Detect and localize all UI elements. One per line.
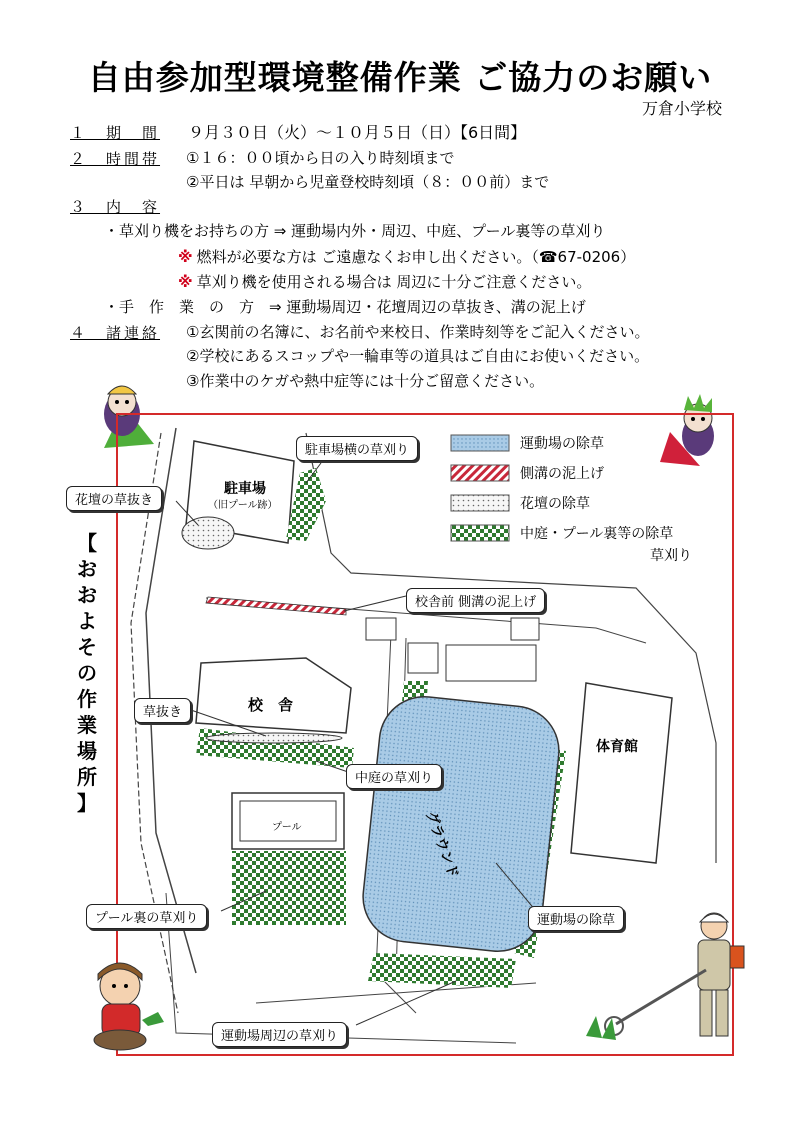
contact-line-2: ②学校にあるスコップや一輪車等の道具はご自由にお使いください。 xyxy=(186,347,650,365)
callout-flowerbed: 花壇の草抜き xyxy=(66,486,162,511)
content-note-1 xyxy=(178,246,635,267)
callout-weeding: 草抜き xyxy=(134,698,191,723)
contact-line-3: ③作業中のケガや熱中症等には十分ご留意ください。 xyxy=(186,372,545,390)
callout-ground-weeding: 運動場の除草 xyxy=(528,906,624,931)
worker-brushcutter-icon xyxy=(586,906,756,1056)
content-item-1: ・草刈り機をお持ちの方 ⇒ 運動場内外・周辺、中庭、プール裏等の草刈り xyxy=(104,222,606,240)
note-mark: ※ xyxy=(178,248,193,266)
time-heading: ２ 時間帯 xyxy=(70,150,161,168)
callout-parking-side: 駐車場横の草刈り xyxy=(296,436,418,461)
legend-courtyard: 中庭・プール裏等の除草 xyxy=(520,526,674,542)
page-title: 自由参加型環境整備作業 ご協力のお願い xyxy=(87,58,713,97)
parking-label: 駐車場 xyxy=(224,481,266,497)
school-name: 万倉小学校 xyxy=(641,99,722,118)
work-area-side-label: 【 お お よ そ の 作 業 場 所 】 xyxy=(77,531,97,815)
legend-ditch: 側溝の泥上げ xyxy=(520,466,604,482)
pool-label: プール xyxy=(272,822,302,833)
note-mark: ※ xyxy=(178,273,193,291)
callout-pool-back: プール裏の草刈り xyxy=(86,904,207,929)
time-line-2: ②平日は 早朝から児童登校時刻頃（８：００前）まで xyxy=(186,173,550,191)
contact-heading: ４ 諸連絡 xyxy=(70,324,161,342)
note-1-text: 燃料が必要な方は ご遠慮なくお申し出ください。（☎67-0206） xyxy=(196,248,636,266)
callout-ditch: 校舎前 側溝の泥上げ xyxy=(406,588,545,613)
content-item-2: ・手 作 業 の 方 ⇒ 運動場周辺・花壇周辺の草抜き、溝の泥上げ xyxy=(104,298,586,316)
legend-ground-weeding: 運動場の除草 xyxy=(520,436,604,452)
ground-label: グラウンド xyxy=(422,809,462,881)
child-weeding-icon xyxy=(78,952,178,1056)
legend-flowerbed: 花壇の除草 xyxy=(520,496,590,512)
gym-label: 体育館 xyxy=(596,739,638,755)
note-2-text: 草刈り機を使用される場合は 周辺に十分ご注意ください。 xyxy=(196,273,592,291)
callout-courtyard: 中庭の草刈り xyxy=(346,764,442,789)
callout-ground-perimeter: 運動場周辺の草刈り xyxy=(212,1022,347,1047)
school-building-label: 校 舎 xyxy=(248,696,294,714)
parking-sub-label: （旧プール跡） xyxy=(208,500,278,511)
contact-line-1: ①玄関前の名簿に、お名前や来校日、作業時刻等をご記入ください。 xyxy=(186,323,650,341)
legend-courtyard-mowing: 草刈り xyxy=(650,548,692,564)
content-note-2 xyxy=(178,271,591,292)
time-line-1: ①１６：００頃から日の入り時刻頃まで xyxy=(186,149,455,167)
period-value: ９月３０日（火）～１０月５日（日）【6日間】 xyxy=(188,123,527,142)
period-heading: １ 期 間 xyxy=(70,124,161,142)
content-heading: ３ 内 容 xyxy=(70,198,161,216)
